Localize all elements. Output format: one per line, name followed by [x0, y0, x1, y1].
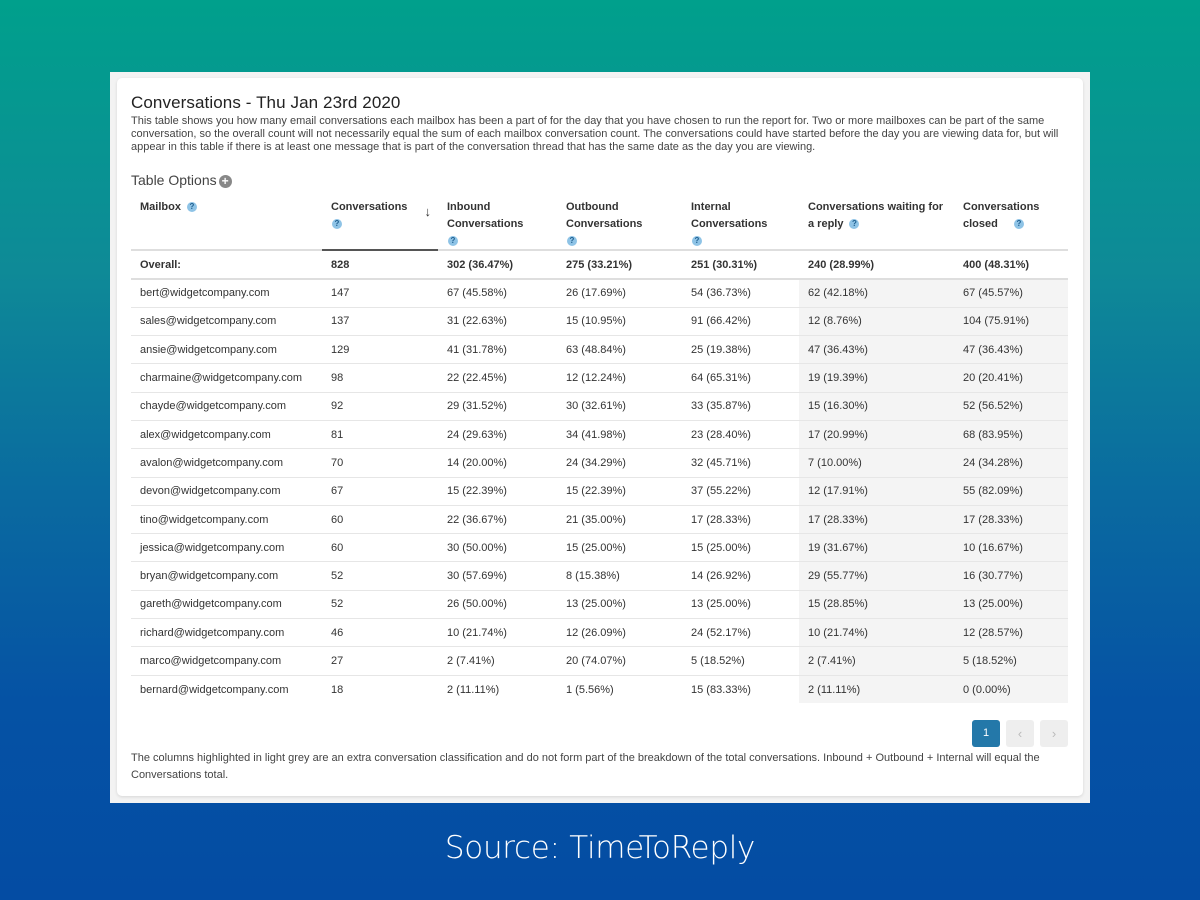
cell-inbound: 10 (21.74%) — [438, 619, 557, 647]
cell-conversations: 137 — [322, 307, 438, 335]
overall-outbound: 275 (33.21%) — [557, 250, 682, 279]
cell-outbound: 15 (25.00%) — [557, 534, 682, 562]
cell-closed: 10 (16.67%) — [954, 534, 1068, 562]
cell-outbound: 24 (34.29%) — [557, 449, 682, 477]
cell-closed: 47 (36.43%) — [954, 336, 1068, 364]
cell-internal: 25 (19.38%) — [682, 336, 799, 364]
overall-label: Overall: — [131, 250, 322, 279]
cell-waiting: 12 (17.91%) — [799, 477, 954, 505]
cell-inbound: 15 (22.39%) — [438, 477, 557, 505]
table-row — [131, 675, 1068, 703]
cell-inbound: 22 (22.45%) — [438, 364, 557, 392]
cell-conversations: 52 — [322, 590, 438, 618]
help-icon[interactable]: ? — [332, 219, 342, 229]
cell-conversations: 70 — [322, 449, 438, 477]
cell-waiting: 29 (55.77%) — [799, 562, 954, 590]
report-description: This table shows you how many email conversations each mailbox has been a part of for the day that you have chosen to run the report for. Two or more mailboxes can be part of the same conversation, so the overall count will not necessarily equal the sum of each mailbox conversation count. The conversations could have started before the day you are viewing data for, but will appear in this table if there is at least one message that is part of the conversation thread that has the same date as the day you are viewing. — [131, 115, 1059, 153]
cell-internal: 24 (52.17%) — [682, 619, 799, 647]
cell-internal: 15 (25.00%) — [682, 534, 799, 562]
cell-waiting: 15 (16.30%) — [799, 392, 954, 420]
cell-waiting: 7 (10.00%) — [799, 449, 954, 477]
cell-internal: 37 (55.22%) — [682, 477, 799, 505]
cell-closed: 0 (0.00%) — [954, 675, 1068, 703]
cell-outbound: 26 (17.69%) — [557, 279, 682, 307]
table-row — [131, 307, 1068, 335]
cell-inbound: 14 (20.00%) — [438, 449, 557, 477]
cell-inbound: 30 (57.69%) — [438, 562, 557, 590]
cell-inbound: 2 (7.41%) — [438, 647, 557, 675]
cell-internal: 17 (28.33%) — [682, 505, 799, 533]
table-row — [131, 505, 1068, 533]
cell-closed: 13 (25.00%) — [954, 590, 1068, 618]
cell-inbound: 29 (31.52%) — [438, 392, 557, 420]
cell-mailbox: bert@widgetcompany.com — [131, 279, 322, 307]
help-icon[interactable]: ? — [849, 219, 859, 229]
cell-conversations: 18 — [331, 683, 344, 696]
overall-inbound: 302 (36.47%) — [438, 250, 557, 279]
overall-row — [131, 250, 1068, 279]
cell-internal: 13 (25.00%) — [682, 590, 799, 618]
cell-closed: 24 (34.28%) — [954, 449, 1068, 477]
table-row — [131, 392, 1068, 420]
table-row — [131, 534, 1068, 562]
cell-inbound: 26 (50.00%) — [438, 590, 557, 618]
column-header-inbound[interactable]: Inbound Conversations ? — [438, 190, 557, 250]
cell-conversations: 46 — [322, 619, 438, 647]
plus-icon[interactable]: + — [219, 175, 232, 188]
table-row — [131, 336, 1068, 364]
cell-conversations: 147 — [322, 279, 438, 307]
table-row — [131, 279, 1068, 307]
cell-inbound: 67 (45.58%) — [438, 279, 557, 307]
cell-waiting: 15 (28.85%) — [799, 590, 954, 618]
cell-internal: 5 (18.52%) — [682, 647, 799, 675]
column-header-closed[interactable]: Conversations closed ? — [954, 190, 1068, 250]
cell-mailbox: bryan@widgetcompany.com — [131, 562, 322, 590]
cell-waiting: 17 (28.33%) — [799, 505, 954, 533]
cell-inbound: 30 (50.00%) — [438, 534, 557, 562]
help-icon[interactable]: ? — [567, 236, 577, 246]
help-icon[interactable]: ? — [1014, 219, 1024, 229]
next-page-button[interactable]: › — [1040, 720, 1068, 747]
overall-conversations: 828 — [322, 250, 438, 279]
cell-outbound: 63 (48.84%) — [557, 336, 682, 364]
table-row — [131, 647, 1068, 675]
cell-mailbox: jessica@widgetcompany.com — [131, 534, 322, 562]
cell-inbound: 2 (11.11%) — [447, 683, 500, 696]
cell-outbound: 34 (41.98%) — [557, 420, 682, 448]
prev-page-button[interactable]: ‹ — [1006, 720, 1034, 747]
cell-closed: 55 (82.09%) — [954, 477, 1068, 505]
cell-inbound: 41 (31.78%) — [438, 336, 557, 364]
cell-conversations: 92 — [322, 392, 438, 420]
cell-mailbox: bernard@widgetcompany.com — [140, 683, 289, 696]
cell-mailbox: marco@widgetcompany.com — [131, 647, 322, 675]
help-icon[interactable]: ? — [692, 236, 702, 246]
cell-mailbox: chayde@widgetcompany.com — [131, 392, 322, 420]
page-1-button[interactable]: 1 — [972, 720, 1000, 747]
cell-outbound: 15 (22.39%) — [557, 477, 682, 505]
cell-waiting: 2 (7.41%) — [799, 647, 954, 675]
cell-outbound: 12 (12.24%) — [557, 364, 682, 392]
cell-waiting: 19 (19.39%) — [799, 364, 954, 392]
screenshot-frame — [110, 72, 1090, 803]
cell-conversations: 27 — [322, 647, 438, 675]
table-row — [131, 477, 1068, 505]
table-options-label: Table Options — [131, 172, 217, 188]
cell-internal: 32 (45.71%) — [682, 449, 799, 477]
table-row — [131, 562, 1068, 590]
help-icon[interactable]: ? — [448, 236, 458, 246]
column-header-internal[interactable]: Internal Conversations ? — [682, 190, 799, 250]
cell-mailbox: charmaine@widgetcompany.com — [131, 364, 322, 392]
column-header-outbound[interactable]: Outbound Conversations ? — [557, 190, 682, 250]
cell-waiting: 10 (21.74%) — [799, 619, 954, 647]
cell-outbound: 13 (25.00%) — [557, 590, 682, 618]
cell-mailbox: devon@widgetcompany.com — [131, 477, 322, 505]
overall-internal: 251 (30.31%) — [682, 250, 799, 279]
cell-internal: 23 (28.40%) — [682, 420, 799, 448]
cell-internal: 91 (66.42%) — [682, 307, 799, 335]
cell-internal: 33 (35.87%) — [682, 392, 799, 420]
conversations-table — [131, 190, 1068, 703]
cell-inbound: 24 (29.63%) — [438, 420, 557, 448]
cell-mailbox: ansie@widgetcompany.com — [131, 336, 322, 364]
cell-mailbox: sales@widgetcompany.com — [131, 307, 322, 335]
cell-internal: 54 (36.73%) — [682, 279, 799, 307]
table-row — [131, 420, 1068, 448]
cell-waiting: 47 (36.43%) — [799, 336, 954, 364]
cell-internal: 14 (26.92%) — [682, 562, 799, 590]
column-header-conversations[interactable]: Conversations ? ↓ — [322, 190, 438, 250]
cell-closed: 5 (18.52%) — [954, 647, 1068, 675]
report-card — [117, 78, 1083, 796]
cell-mailbox: avalon@widgetcompany.com — [131, 449, 322, 477]
cell-inbound: 22 (36.67%) — [438, 505, 557, 533]
source-caption: Source: TimeToReply — [444, 830, 756, 866]
cell-conversations: 60 — [322, 534, 438, 562]
cell-closed: 12 (28.57%) — [954, 619, 1068, 647]
cell-conversations: 129 — [322, 336, 438, 364]
cell-waiting: 12 (8.76%) — [799, 307, 954, 335]
cell-outbound: 15 (10.95%) — [557, 307, 682, 335]
cell-conversations: 52 — [322, 562, 438, 590]
cell-waiting: 2 (11.11%) — [799, 675, 954, 703]
cell-waiting: 17 (20.99%) — [799, 420, 954, 448]
cell-conversations: 81 — [322, 420, 438, 448]
cell-closed: 68 (83.95%) — [954, 420, 1068, 448]
cell-conversations: 67 — [322, 477, 438, 505]
cell-outbound: 1 (5.56%) — [566, 683, 614, 696]
cell-mailbox: tino@widgetcompany.com — [131, 505, 322, 533]
cell-closed: 16 (30.77%) — [954, 562, 1068, 590]
cell-waiting: 19 (31.67%) — [799, 534, 954, 562]
pagination — [972, 720, 1068, 747]
overall-waiting: 240 (28.99%) — [799, 250, 954, 279]
cell-outbound: 8 (15.38%) — [557, 562, 682, 590]
cell-closed: 52 (56.52%) — [954, 392, 1068, 420]
cell-inbound: 31 (22.63%) — [438, 307, 557, 335]
table-options-toggle[interactable] — [131, 172, 232, 188]
cell-outbound: 20 (74.07%) — [557, 647, 682, 675]
column-header-mailbox[interactable]: Mailbox ? — [131, 190, 322, 250]
cell-conversations: 60 — [322, 505, 438, 533]
cell-internal: 64 (65.31%) — [682, 364, 799, 392]
overall-closed: 400 (48.31%) — [954, 250, 1068, 279]
cell-mailbox: gareth@widgetcompany.com — [131, 590, 322, 618]
cell-closed: 104 (75.91%) — [954, 307, 1068, 335]
cell-outbound: 30 (32.61%) — [557, 392, 682, 420]
cell-outbound: 12 (26.09%) — [557, 619, 682, 647]
footnote: The columns highlighted in light grey are an extra conversation classification and do not form part of the breakdown of the total conversations. Inbound + Outbound + Internal will equal the Conversations total. — [131, 752, 1040, 781]
cell-outbound: 21 (35.00%) — [557, 505, 682, 533]
report-title: Conversations - Thu Jan 23rd 2020 — [131, 93, 401, 112]
table-row — [131, 590, 1068, 618]
table-row — [131, 449, 1068, 477]
column-header-waiting-for-reply[interactable]: Conversations waiting for a reply ? — [799, 190, 954, 250]
cell-mailbox: alex@widgetcompany.com — [131, 420, 322, 448]
cell-closed: 67 (45.57%) — [954, 279, 1068, 307]
cell-conversations: 98 — [322, 364, 438, 392]
table-row — [131, 364, 1068, 392]
sort-descending-icon[interactable]: ↓ — [424, 204, 431, 219]
cell-closed: 17 (28.33%) — [954, 505, 1068, 533]
table-row — [131, 619, 1068, 647]
help-icon[interactable]: ? — [187, 202, 197, 212]
cell-closed: 20 (20.41%) — [954, 364, 1068, 392]
cell-waiting: 62 (42.18%) — [799, 279, 954, 307]
cell-internal: 15 (83.33%) — [691, 683, 751, 696]
table-header-row — [131, 190, 1068, 250]
cell-mailbox: richard@widgetcompany.com — [131, 619, 322, 647]
